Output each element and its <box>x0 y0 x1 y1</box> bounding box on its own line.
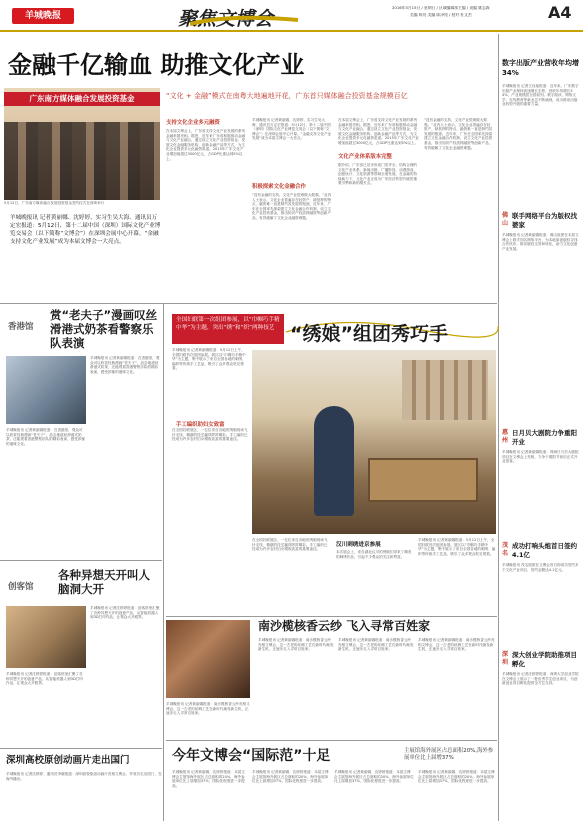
col2-pre: 羊城晚报讯 记者黄丽娜、沈婷婷、实习生吴大海、通讯员万定宏报道：5月12日，第十二届中国（深圳）国际文化产业博览交易会（以下简称“文博会”）在深圳会展中心开幕。“金融支持文化产业发展”成为本届文博会一大亮点。 <box>252 118 332 141</box>
right-column <box>502 36 580 816</box>
col4-body: “没有金融的支持，文化产业很难做大做强。”业内人士表示，文化企业普遍存在轻资产、缺抵押的特点，融资难一直是制约其发展的瓶颈。近年来，广东在全国率先探索建立文化金融合作机制，设立文化产业投资基金，推出知识产权质押融资等创新产品，有效破解了文化企业融资难题。 <box>424 118 493 150</box>
embroidery-col-4: 羊城晚报讯 记者黄丽娜报道：5月12日上午，全国妇联首次组团参展。展区以“巾帼巧手精中华”为主题，集中展示了来自全国各地的刺绣、编织等传统手工艺品，吸引了众多观众驻足观看。 <box>418 538 496 556</box>
foshan-title: 联手网络平台为版权找婆家 <box>512 212 577 229</box>
col3-pre: 在本届文博会上，广东省支持文化产业发展的系列金融举措亮相。据悉，近年来广东省积极推动金融与文化产业融合，通过设立文化产业投资基金、发展文化金融服务机构、创新金融产品等方式，为文化企业提供多元化融资渠道。2015年广东文化产业增加值超过3000亿元，占GDP比重达到5%以上。 <box>338 118 420 145</box>
maoming-body: 羊城晚报讯 茂名展团在文博会首日即成功签约多个文化产业项目，签约金额达4.1亿元。 <box>502 563 579 572</box>
lead-photo-caption: 5月12日，广东南方媒体融合发展投资基金签约仪式在深圳举行 <box>4 201 105 205</box>
embroidery-bottom-rule <box>166 616 497 617</box>
hanchuan-heading: 汉川刺绣进京参展 <box>336 542 381 548</box>
lead-col-1 <box>166 118 246 302</box>
international-headline: 今年文博会“国际范”十足 <box>172 748 331 764</box>
editors-line: 美编 陈亮 美编 陈泽纯 / 校对 杜文杰 <box>410 13 472 17</box>
hk-body-right: 羊城晚报讯 记者黄丽娜报道：在香港馆，观众可以欣赏经典漫画“老夫子”，品尝地道丝滑港式奶茶，还能观看香港警察乐队的精彩表演，感受浓郁的港味文化。 <box>90 356 160 374</box>
lead-col-4 <box>424 118 494 302</box>
brush-stroke-icon <box>190 14 300 28</box>
hk-headline: 赏“老夫子”漫画叹丝滑港式奶茶看警察乐队表演 <box>50 308 158 350</box>
chuangke-body-right: 羊城晚报讯 记者沈婷婷报道：创客馆里汇聚了各种异想天开的创意产品，从智能机器人到3D打印作品，让观众大开眼界。 <box>90 606 160 620</box>
section-title-text: 聚焦文博会 <box>178 8 274 30</box>
foshan-label: 佛山 <box>502 212 509 227</box>
huizhou-title: 日月贝大剧院力争重阳开业 <box>512 429 577 446</box>
huizhou-head <box>502 429 580 447</box>
digital-box-body: 羊城晚报讯 记者王珏瑶报道：近年来，广东数字出版产业保持高速增长态势，营收年均增长34%，产业规模居全国前列。数字阅读、网络文学、在线教育等新业态不断涌现，成为推动出版业转型升级的重要力量。 <box>502 84 579 107</box>
col1-heading: 支持文化企业多元融资 <box>166 120 220 126</box>
huizhou-label: 惠州 <box>502 429 509 444</box>
chuangke-label: 创客馆 <box>8 582 34 592</box>
chuangke-body-left: 羊城晚报讯 记者沈婷婷报道：创客馆里汇聚了各种异想天开的创意产品，从智能机器人到3D打印作品，让观众大开眼界。 <box>6 672 83 686</box>
fund-banner: 广东南方媒体融合发展投资基金 <box>4 92 160 106</box>
hk-photo <box>6 356 86 424</box>
maoming-title: 成功打响头炮首日签约4.1亿 <box>512 542 577 559</box>
embroidery-body: 羊城晚报讯 记者黄丽娜报道：5月12日上午，全国妇联首次组团参展。展区以“巾帼巧手精中华”为主题，集中展示了来自全国各地的刺绣、编织等传统手工艺品，吸引了众多观众驻足观看。 <box>172 348 246 371</box>
right-column-rule <box>498 34 499 821</box>
embroidery-sub-body: 在全国妇联展区，一位位来自各地的绣娘现场飞针走线，精湛的技艺赢得阵阵喝彩。手工编织已经成为许多农村妇女增收致富的重要途径。 <box>172 428 248 442</box>
col2-body: “没有金融的支持，文化产业很难做大做强。”业内人士表示，文化企业普遍存在轻资产、缺抵押的特点，融资难一直是制约其发展的瓶颈。近年来，广东在全国率先探索建立文化金融合作机制，设立文化产业投资基金，推出知识产权质押融资等创新产品，有效破解了文化企业融资难题。 <box>252 193 332 220</box>
nansha-photo <box>166 620 250 698</box>
lead-col-3 <box>338 118 420 302</box>
shenzhen-film-body: 羊城晚报讯 记者沈婷婷、通讯员李晓报道：深圳高校原创动画片亮相文博会，并成功走出国门，在海外播出。 <box>6 772 162 781</box>
embroidery-subheading: 手工编织助妇女致富 <box>176 422 225 428</box>
foshan-body: 羊城晚报讯 记者黄丽娜报道：佛山展团在本届文博会上联手知名网络平台，为本地原创版权寻找合作伙伴，推动版权交易和转化，助力文化创意产业发展。 <box>502 233 579 251</box>
stage-people <box>4 122 160 200</box>
maoming-label: 茂名 <box>502 542 509 557</box>
digital-box-title: 数字出版产业营收年均增34% <box>502 59 579 77</box>
col1-body: 在本届文博会上，广东省支持文化产业发展的系列金融举措亮相。据悉，近年来广东省积极推动金融与文化产业融合，通过设立文化产业投资基金、发展文化金融服务机构、创新金融产品等方式，为文化企业提供多元化融资渠道。2015年广东文化产业增加值超过3000亿元，占GDP比重达到5%以上。 <box>166 129 246 161</box>
masthead-rule <box>0 30 583 32</box>
hk-bottom-rule <box>0 560 162 561</box>
international-body-1: 羊城晚报讯 记者黄丽娜、沈婷婷报道：本届文博会主展馆海外展区占总面积的20%，海外参展单位比上届增加37%，国际化程度进一步提高。 <box>172 770 246 788</box>
masthead <box>0 0 583 30</box>
col3-body: 据介绍，广东省已初步形成门类齐全、结构合理的文化产业体系，新闻出版、广播影视、动漫游戏、创意设计、文化旅游等领域全面发展。在金融的持续助力下，文化产业正成为广东经济转型升级的重要引擎和新的增长点。 <box>338 163 418 186</box>
shenzhen-label: 深圳 <box>502 651 509 666</box>
foshan-head <box>502 212 580 230</box>
shenzhen-film-headline: 深圳高校原创动画片走出国门 <box>6 755 130 766</box>
chuangke-headline: 各种异想天开叫人脑洞大开 <box>58 568 150 596</box>
embroidery-frame <box>368 458 478 502</box>
lead-col-2 <box>252 118 332 302</box>
lead-headline: 金融千亿输血 助推文化产业 <box>8 51 305 79</box>
hanchuan-body: 本次展会上，来自湖北汉川的绣娘们带来了精美的刺绣作品，引起不少观众的关注和赞赏。 <box>336 550 412 559</box>
nansha-body-left: 羊城晚报讯 记者黄丽娜报道：南沙榄核香云纱亮相文博会，这一古老的丝绸工艺在新时代焕发新生机，正逐步走入寻常百姓家。 <box>166 702 250 716</box>
lead-photo <box>4 88 160 200</box>
chuangke-bottom-rule <box>0 748 162 749</box>
col3-heading: 文化产业体系版本完整 <box>338 154 392 160</box>
hk-label: 香港馆 <box>8 322 34 332</box>
international-body-4: 羊城晚报讯 记者黄丽娜、沈婷婷报道：本届文博会主展馆海外展区占总面积的20%，海外参展单位比上届增加37%，国际化程度进一步提高。 <box>418 770 495 784</box>
international-body-2: 羊城晚报讯 记者黄丽娜、沈婷婷报道：本届文博会主展馆海外展区占总面积的20%，海外参展单位比上届增加37%，国际化程度进一步提高。 <box>252 770 329 784</box>
paper-logo-text: 羊城晚报 <box>24 11 61 21</box>
huizhou-body: 羊城晚报讯 记者黄丽娜报道：珠海日月贝大剧院项目在文博会上亮相，力争于重阳节前后正式开业迎客。 <box>502 450 579 464</box>
date-line: 2016年5月15日 / 星期日 / 区域编辑部主编 / 责编 姚志森 <box>392 6 490 10</box>
page-number: A4 <box>548 3 572 22</box>
embroidery-headline: “绣娘”组团秀巧手 <box>290 323 448 345</box>
left-column-rule <box>163 304 164 821</box>
shenzhen-head <box>502 651 580 669</box>
embroidery-photo <box>252 350 496 534</box>
nansha-bottom-rule <box>166 740 497 741</box>
hk-body-left: 羊城晚报讯 记者黄丽娜报道：在香港馆，观众可以欣赏经典漫画“老夫子”，品尝地道丝滑港式奶茶，还能观看香港警察乐队的精彩表演，感受浓郁的港味文化。 <box>6 428 86 446</box>
nansha-body-1: 羊城晚报讯 记者黄丽娜报道：南沙榄核香云纱亮相文博会，这一古老的丝绸工艺在新时代焕发新生机，正逐步走入寻常百姓家。 <box>258 638 334 652</box>
nansha-body-2: 羊城晚报讯 记者黄丽娜报道：南沙榄核香云纱亮相文博会，这一古老的丝绸工艺在新时代焕发新生机，正逐步走入寻常百姓家。 <box>338 638 414 652</box>
paper-logo <box>12 8 74 24</box>
lead-subhead: “文化 + 金融”模式在南粤大地遍地开花，广东首只媒体融合投资基金规模百亿 <box>166 92 408 100</box>
embroidery-col-2: 在全国妇联展区，一位位来自各地的绣娘现场飞针走线，精湛的技艺赢得阵阵喝彩。手工编织已经成为许多农村妇女增收致富的重要途径。 <box>252 538 328 552</box>
maoming-head <box>502 542 580 560</box>
international-sub: 主展馆海外展区占总面积20%,海外参展单位比上届增37% <box>404 748 494 761</box>
nansha-headline: 南沙榄核香云纱 飞入寻常百姓家 <box>258 619 431 633</box>
display-shelf <box>402 360 488 420</box>
chuangke-photo <box>6 606 86 668</box>
shenzhen-body: 羊城晚报讯 记者沈婷婷报道：深圳大学创业学院在文博会上展示了一批优秀学生创业项目，为创新创业项目孵化提供全方位支持。 <box>502 672 579 686</box>
center-banner: 全国妇联第一次组团参展，以“巾帼巧手精中华”为主题，突出“绣”和“织”两种技艺 <box>172 314 284 344</box>
lead-bottom-rule <box>0 303 497 304</box>
nansha-body-3: 羊城晚报讯 记者黄丽娜报道：南沙榄核香云纱亮相文博会，这一古老的丝绸工艺在新时代焕发新生机，正逐步走入寻常百姓家。 <box>418 638 495 652</box>
woman-figure <box>314 406 354 516</box>
col2-heading: 积极探索文化金融合作 <box>252 184 306 190</box>
shenzhen-title: 深大创业学院助推项目孵化 <box>512 651 577 668</box>
international-body-3: 羊城晚报讯 记者黄丽娜、沈婷婷报道：本届文博会主展馆海外展区占总面积的20%，海外参展单位比上届增加37%，国际化程度进一步提高。 <box>334 770 414 784</box>
lead-intro: 羊城晚报讯 记者黄丽娜、沈婷婷、实习生吴大海、通讯员万定宏报道：5月12日，第十二届中国（深圳）国际文化产业博览交易会（以下简称“文博会”）在深圳会展中心开幕。“金融支持文化产业发展”成为本届文博会一大亮点。 <box>10 215 161 245</box>
